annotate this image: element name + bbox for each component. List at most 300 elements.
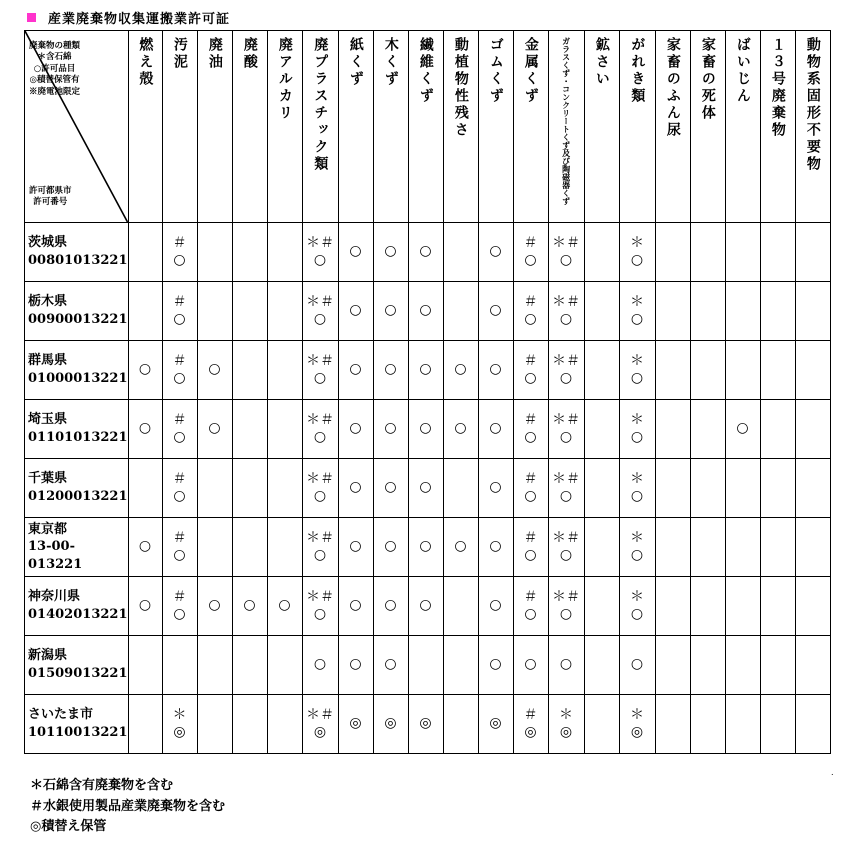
region-name: 栃木県 bbox=[28, 294, 68, 310]
mark-cell bbox=[197, 341, 232, 400]
mark-cell bbox=[795, 282, 830, 341]
permit-number: 01000013221 bbox=[28, 371, 128, 386]
mark-cell bbox=[478, 459, 513, 518]
permit-mark: ○ bbox=[208, 597, 221, 614]
corner-legend-line: ＊含石綿 bbox=[37, 52, 72, 63]
mark-cell bbox=[267, 341, 302, 400]
region-name: 埼玉県 bbox=[28, 412, 68, 428]
mark-cell bbox=[373, 400, 408, 459]
mark-cell bbox=[760, 341, 795, 400]
permit-mark: ○ bbox=[559, 606, 573, 622]
permit-mark: ○ bbox=[524, 606, 537, 622]
table-row bbox=[25, 636, 831, 695]
mark-cell bbox=[408, 341, 443, 400]
permit-mark: ○ bbox=[559, 656, 573, 673]
footnote-line: ＃水銀使用製品産業廃棄物を含む bbox=[30, 798, 226, 814]
mark-cell bbox=[302, 223, 338, 282]
mark-cell bbox=[513, 577, 548, 636]
mark-cell bbox=[478, 695, 513, 754]
permit-mark: ○ bbox=[630, 311, 644, 327]
mark-cell bbox=[408, 400, 443, 459]
mark-cell bbox=[408, 223, 443, 282]
permit-number: 10110013221 bbox=[28, 725, 128, 740]
permit-mark: ○ bbox=[630, 606, 644, 622]
permit-mark: ○ bbox=[313, 488, 327, 504]
mark-cell bbox=[548, 223, 584, 282]
region-name: 東京都 bbox=[28, 521, 68, 537]
permit-mark: ○ bbox=[489, 538, 502, 555]
mark-cell bbox=[232, 695, 267, 754]
column-header bbox=[725, 31, 760, 223]
corner-legend-line: 廃棄物の種類 bbox=[29, 41, 81, 51]
permit-mark: ＊＃ bbox=[552, 470, 580, 487]
mark-cell bbox=[302, 282, 338, 341]
permit-mark: ＃ bbox=[523, 234, 538, 251]
mark-cell bbox=[690, 282, 725, 341]
mark-cell bbox=[725, 459, 760, 518]
permit-mark: ○ bbox=[349, 597, 362, 614]
mark-cell bbox=[725, 282, 760, 341]
permit-mark: ○ bbox=[524, 252, 537, 268]
column-header-label: ゴムくず bbox=[487, 37, 504, 105]
permit-mark: ＃ bbox=[172, 352, 187, 369]
permit-mark: ○ bbox=[349, 361, 362, 378]
mark-cell bbox=[128, 636, 162, 695]
permit-mark: ＊ bbox=[630, 352, 644, 369]
permit-mark: ◎ bbox=[630, 724, 644, 740]
permit-mark: ○ bbox=[489, 479, 502, 496]
title-row bbox=[27, 8, 230, 26]
mark-cell bbox=[725, 400, 760, 459]
mark-cell bbox=[373, 518, 408, 577]
mark-cell bbox=[267, 695, 302, 754]
mark-cell bbox=[655, 282, 690, 341]
column-header-label: 家畜の死体 bbox=[699, 37, 716, 122]
corner-caption-line: 許可都県市 bbox=[29, 186, 72, 196]
mark-cell bbox=[513, 459, 548, 518]
region-name: 神奈川県 bbox=[28, 589, 81, 605]
permit-mark: ○ bbox=[173, 252, 186, 268]
mark-cell bbox=[373, 223, 408, 282]
mark-cell bbox=[443, 577, 478, 636]
mark-cell bbox=[795, 636, 830, 695]
mark-cell bbox=[584, 636, 619, 695]
mark-cell bbox=[232, 341, 267, 400]
mark-cell bbox=[408, 577, 443, 636]
permit-mark: ○ bbox=[208, 361, 221, 378]
permit-mark: ○ bbox=[349, 479, 362, 496]
permit-mark: ○ bbox=[384, 479, 397, 496]
permit-mark: ＊＃ bbox=[306, 470, 334, 487]
mark-cell bbox=[373, 636, 408, 695]
permit-mark: ＊＃ bbox=[306, 706, 334, 723]
mark-cell bbox=[128, 400, 162, 459]
table-row bbox=[25, 695, 831, 754]
column-header bbox=[548, 31, 584, 223]
permit-mark: ○ bbox=[419, 597, 432, 614]
column-header-label: 繊維くず bbox=[417, 37, 434, 105]
permit-mark: ○ bbox=[384, 420, 397, 437]
permit-mark: ○ bbox=[559, 488, 573, 504]
permit-mark: ○ bbox=[489, 302, 502, 319]
permit-mark: ＃ bbox=[523, 588, 538, 605]
permit-mark: ＊ bbox=[630, 706, 644, 723]
region-name: さいたま市 bbox=[28, 707, 94, 723]
permit-mark: ○ bbox=[173, 547, 186, 563]
permit-mark: ＃ bbox=[172, 470, 187, 487]
column-header bbox=[655, 31, 690, 223]
mark-cell bbox=[443, 636, 478, 695]
mark-cell bbox=[128, 223, 162, 282]
mark-cell bbox=[760, 282, 795, 341]
mark-cell bbox=[584, 459, 619, 518]
permit-table bbox=[24, 30, 831, 754]
permit-mark: ＊＃ bbox=[552, 529, 580, 546]
permit-mark: ○ bbox=[313, 370, 327, 386]
permit-number: 00900013221 bbox=[28, 312, 128, 327]
permit-mark: ○ bbox=[384, 597, 397, 614]
column-header bbox=[302, 31, 338, 223]
permit-mark: ○ bbox=[419, 302, 432, 319]
mark-cell bbox=[584, 518, 619, 577]
mark-cell bbox=[197, 459, 232, 518]
column-header bbox=[373, 31, 408, 223]
permit-mark: ○ bbox=[524, 547, 537, 563]
mark-cell bbox=[690, 577, 725, 636]
mark-cell bbox=[655, 695, 690, 754]
footnote-line: ＊石綿含有廃棄物を含む bbox=[30, 778, 174, 793]
column-header bbox=[338, 31, 373, 223]
mark-cell bbox=[408, 636, 443, 695]
mark-cell bbox=[795, 341, 830, 400]
permit-mark: ＊ bbox=[630, 588, 644, 605]
column-header-label: 鉱さい bbox=[593, 37, 610, 88]
column-header bbox=[760, 31, 795, 223]
mark-cell bbox=[302, 695, 338, 754]
mark-cell bbox=[548, 400, 584, 459]
mark-cell bbox=[619, 282, 655, 341]
permit-mark: ○ bbox=[419, 538, 432, 555]
mark-cell bbox=[338, 459, 373, 518]
mark-cell bbox=[760, 577, 795, 636]
mark-cell bbox=[373, 695, 408, 754]
mark-cell bbox=[619, 459, 655, 518]
permit-mark: ＊ bbox=[630, 293, 644, 310]
mark-cell bbox=[513, 400, 548, 459]
mark-cell bbox=[267, 518, 302, 577]
mark-cell bbox=[408, 282, 443, 341]
mark-cell bbox=[232, 459, 267, 518]
column-header bbox=[162, 31, 197, 223]
mark-cell bbox=[619, 223, 655, 282]
mark-cell bbox=[690, 400, 725, 459]
page-title: 産業廃棄物収集運搬業許可証 bbox=[48, 11, 231, 27]
mark-cell bbox=[443, 282, 478, 341]
permit-mark: ○ bbox=[138, 597, 152, 614]
permit-mark: ◎ bbox=[349, 715, 362, 732]
mark-cell bbox=[725, 577, 760, 636]
permit-mark: ＃ bbox=[172, 293, 187, 310]
permit-mark: ○ bbox=[313, 656, 327, 673]
mark-cell bbox=[690, 459, 725, 518]
column-header bbox=[443, 31, 478, 223]
permit-mark: ○ bbox=[419, 243, 432, 260]
mark-cell bbox=[478, 636, 513, 695]
permit-mark: ＊＃ bbox=[306, 411, 334, 428]
permit-mark: ＊ bbox=[630, 234, 644, 251]
column-header bbox=[584, 31, 619, 223]
permit-mark: ○ bbox=[138, 538, 152, 555]
mark-cell bbox=[513, 223, 548, 282]
mark-cell bbox=[197, 282, 232, 341]
mark-cell bbox=[584, 223, 619, 282]
permit-mark: ◎ bbox=[173, 724, 186, 740]
permit-mark: ○ bbox=[313, 311, 327, 327]
corner-row-caption bbox=[29, 186, 72, 209]
mark-cell bbox=[795, 695, 830, 754]
permit-mark: ＃ bbox=[523, 352, 538, 369]
column-header-label: 動植物性残さ bbox=[452, 37, 469, 139]
permit-mark: ○ bbox=[384, 302, 397, 319]
column-header-label: 金属くず bbox=[522, 37, 539, 105]
mark-cell bbox=[338, 577, 373, 636]
region-cell bbox=[25, 636, 129, 695]
mark-cell bbox=[795, 400, 830, 459]
permit-mark: ○ bbox=[630, 488, 644, 504]
mark-cell bbox=[338, 223, 373, 282]
column-header bbox=[128, 31, 162, 223]
permit-mark: ○ bbox=[173, 606, 186, 622]
permit-number: 01200013221 bbox=[28, 489, 128, 504]
permit-mark: ○ bbox=[349, 420, 362, 437]
mark-cell bbox=[408, 518, 443, 577]
permit-mark: ○ bbox=[559, 252, 573, 268]
mark-cell bbox=[197, 400, 232, 459]
permit-mark: ＃ bbox=[172, 234, 187, 251]
mark-cell bbox=[443, 518, 478, 577]
region-cell bbox=[25, 282, 129, 341]
permit-mark: ＊＃ bbox=[306, 234, 334, 251]
permit-mark: ○ bbox=[313, 606, 327, 622]
mark-cell bbox=[760, 636, 795, 695]
mark-cell bbox=[443, 695, 478, 754]
mark-cell bbox=[760, 223, 795, 282]
permit-mark: ○ bbox=[349, 538, 362, 555]
corner-header-cell bbox=[25, 31, 129, 223]
permit-mark: ○ bbox=[559, 429, 573, 445]
permit-mark: ○ bbox=[419, 361, 432, 378]
permit-mark: ＊＃ bbox=[306, 352, 334, 369]
mark-cell bbox=[267, 636, 302, 695]
mark-cell bbox=[302, 518, 338, 577]
mark-cell bbox=[408, 459, 443, 518]
column-header-label: １３号廃棄物 bbox=[769, 37, 786, 139]
column-header bbox=[408, 31, 443, 223]
region-name: 千葉県 bbox=[28, 471, 68, 487]
permit-mark: ＃ bbox=[523, 470, 538, 487]
permit-mark: ○ bbox=[349, 656, 362, 673]
permit-number: 01101013221 bbox=[28, 430, 128, 445]
permit-mark: ＊＃ bbox=[306, 293, 334, 310]
mark-cell bbox=[619, 400, 655, 459]
mark-cell bbox=[655, 577, 690, 636]
mark-cell bbox=[548, 459, 584, 518]
mark-cell bbox=[690, 223, 725, 282]
mark-cell bbox=[655, 341, 690, 400]
corner-legend-line: ※廃電池限定 bbox=[29, 86, 81, 97]
permit-mark: ○ bbox=[630, 429, 644, 445]
permit-mark: ○ bbox=[349, 302, 362, 319]
corner-caption-line: 許可番号 bbox=[33, 197, 68, 208]
mark-cell bbox=[584, 695, 619, 754]
mark-cell bbox=[408, 695, 443, 754]
permit-mark: ＊＃ bbox=[552, 588, 580, 605]
mark-cell bbox=[162, 400, 197, 459]
footnote-line: ◎積替え保管 bbox=[30, 819, 107, 835]
mark-cell bbox=[162, 223, 197, 282]
column-header-label: 紙くず bbox=[347, 37, 364, 88]
mark-cell bbox=[373, 577, 408, 636]
mark-cell bbox=[162, 695, 197, 754]
permit-mark: ○ bbox=[419, 420, 432, 437]
permit-mark: ○ bbox=[489, 243, 502, 260]
mark-cell bbox=[478, 341, 513, 400]
column-header-label: 家畜のふん尿 bbox=[664, 37, 681, 139]
permit-mark: ○ bbox=[173, 370, 186, 386]
mark-cell bbox=[443, 341, 478, 400]
permit-mark: ○ bbox=[454, 538, 467, 555]
mark-cell bbox=[655, 636, 690, 695]
mark-cell bbox=[513, 636, 548, 695]
stray-dot: . bbox=[831, 768, 834, 777]
mark-cell bbox=[302, 341, 338, 400]
permit-mark: ＊＃ bbox=[552, 352, 580, 369]
permit-mark: ○ bbox=[243, 597, 256, 614]
region-name: 新潟県 bbox=[28, 648, 68, 664]
permit-mark: ○ bbox=[313, 429, 327, 445]
column-header bbox=[690, 31, 725, 223]
mark-cell bbox=[197, 518, 232, 577]
permit-mark: ○ bbox=[630, 656, 644, 673]
mark-cell bbox=[443, 400, 478, 459]
permit-mark: ＃ bbox=[523, 411, 538, 428]
permit-mark: ○ bbox=[630, 252, 644, 268]
mark-cell bbox=[338, 341, 373, 400]
permit-mark: ＊ bbox=[630, 470, 644, 487]
mark-cell bbox=[655, 518, 690, 577]
permit-mark: ○ bbox=[559, 311, 573, 327]
mark-cell bbox=[197, 636, 232, 695]
mark-cell bbox=[162, 518, 197, 577]
column-header-label: 燃え殻 bbox=[137, 37, 154, 88]
column-header-label: ばいじん bbox=[734, 37, 751, 105]
mark-cell bbox=[128, 459, 162, 518]
mark-cell bbox=[548, 636, 584, 695]
mark-cell bbox=[302, 400, 338, 459]
mark-cell bbox=[232, 282, 267, 341]
permit-number: 01402013221 bbox=[28, 607, 128, 622]
mark-cell bbox=[690, 695, 725, 754]
mark-cell bbox=[760, 518, 795, 577]
footnotes bbox=[30, 776, 225, 838]
mark-cell bbox=[443, 459, 478, 518]
mark-cell bbox=[267, 223, 302, 282]
mark-cell bbox=[267, 459, 302, 518]
permit-mark: ○ bbox=[489, 420, 502, 437]
mark-cell bbox=[373, 341, 408, 400]
mark-cell bbox=[128, 518, 162, 577]
permit-mark: ○ bbox=[419, 479, 432, 496]
column-header-label: ガラスくず・コンクリートくず及び陶磁器くず bbox=[561, 37, 572, 205]
mark-cell bbox=[619, 695, 655, 754]
mark-cell bbox=[760, 459, 795, 518]
permit-mark: ○ bbox=[630, 547, 644, 563]
mark-cell bbox=[513, 695, 548, 754]
table-row bbox=[25, 223, 831, 282]
table-row bbox=[25, 341, 831, 400]
permit-mark: ○ bbox=[524, 311, 537, 327]
permit-mark: ○ bbox=[313, 547, 327, 563]
column-header-label: 廃酸 bbox=[241, 37, 258, 71]
permit-mark: ○ bbox=[278, 597, 291, 614]
region-cell bbox=[25, 577, 129, 636]
mark-cell bbox=[548, 695, 584, 754]
mark-cell bbox=[584, 282, 619, 341]
region-cell bbox=[25, 518, 129, 577]
mark-cell bbox=[548, 518, 584, 577]
permit-mark: ○ bbox=[489, 361, 502, 378]
permit-mark: ＊ bbox=[172, 706, 187, 723]
permit-mark: ○ bbox=[489, 597, 502, 614]
permit-mark: ＃ bbox=[172, 411, 187, 428]
mark-cell bbox=[655, 400, 690, 459]
mark-cell bbox=[690, 636, 725, 695]
permit-mark: ○ bbox=[384, 538, 397, 555]
permit-mark: ＊ bbox=[559, 706, 573, 723]
mark-cell bbox=[584, 400, 619, 459]
mark-cell bbox=[655, 223, 690, 282]
permit-mark: ＊＃ bbox=[552, 293, 580, 310]
mark-cell bbox=[128, 341, 162, 400]
permit-mark: ○ bbox=[559, 370, 573, 386]
mark-cell bbox=[619, 341, 655, 400]
permit-mark: ◎ bbox=[313, 724, 327, 740]
permit-mark: ○ bbox=[630, 370, 644, 386]
mark-cell bbox=[548, 282, 584, 341]
permit-mark: ○ bbox=[173, 429, 186, 445]
mark-cell bbox=[478, 223, 513, 282]
mark-cell bbox=[760, 400, 795, 459]
mark-cell bbox=[267, 400, 302, 459]
permit-mark: ＃ bbox=[523, 293, 538, 310]
permit-mark: ○ bbox=[138, 420, 152, 437]
column-header-label: 木くず bbox=[382, 37, 399, 88]
mark-cell bbox=[128, 577, 162, 636]
mark-cell bbox=[795, 223, 830, 282]
column-header bbox=[232, 31, 267, 223]
mark-cell bbox=[267, 282, 302, 341]
column-header-label: 廃プラスチック類 bbox=[312, 37, 329, 173]
mark-cell bbox=[197, 223, 232, 282]
permit-mark: ○ bbox=[559, 547, 573, 563]
corner-legend bbox=[29, 41, 80, 98]
region-cell bbox=[25, 400, 129, 459]
mark-cell bbox=[162, 282, 197, 341]
mark-cell bbox=[478, 282, 513, 341]
mark-cell bbox=[302, 577, 338, 636]
mark-cell bbox=[232, 577, 267, 636]
column-header bbox=[267, 31, 302, 223]
